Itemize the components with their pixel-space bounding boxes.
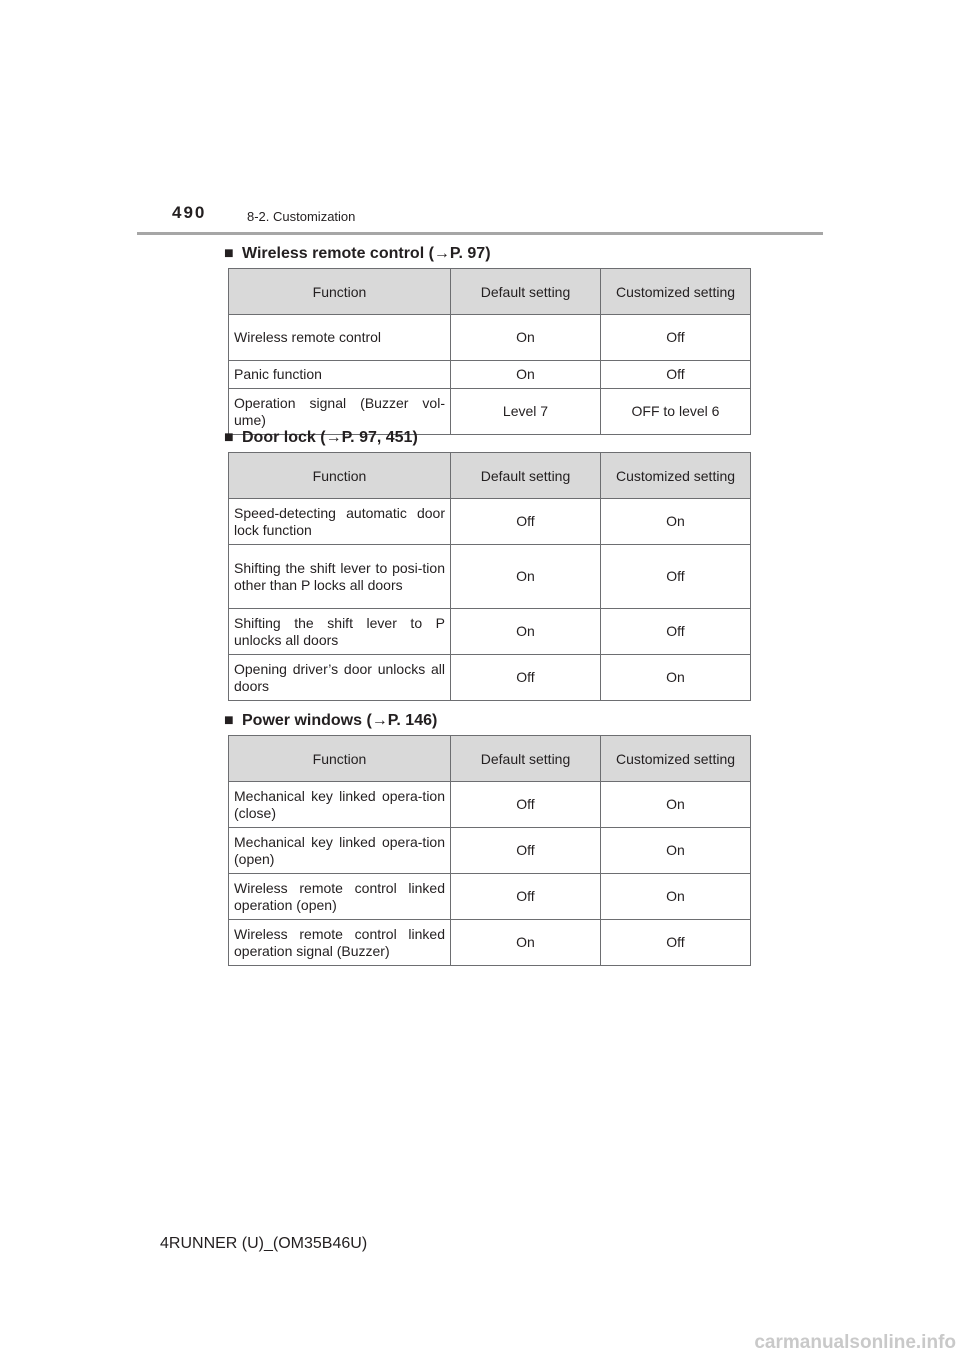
customized-cell: Off (601, 609, 751, 655)
customized-cell: On (601, 782, 751, 828)
default-cell: Level 7 (451, 389, 601, 435)
column-header-default: Default setting (451, 736, 601, 782)
page-number: 490 (172, 203, 207, 222)
table-row (229, 361, 751, 389)
function-cell: Wireless remote control linked operation (open) (229, 874, 451, 920)
customized-cell: Off (601, 545, 751, 609)
table-row (229, 920, 751, 966)
table-header-row (229, 453, 751, 499)
square-bullet-icon: ■ (224, 429, 234, 446)
table-row (229, 655, 751, 701)
customized-cell: Off (601, 361, 751, 389)
default-cell: On (451, 609, 601, 655)
function-cell: Panic function (229, 361, 451, 389)
section-heading-wireless-remote (224, 245, 491, 263)
function-cell: Wireless remote control (229, 315, 451, 361)
customized-cell: On (601, 655, 751, 701)
table-row (229, 609, 751, 655)
customized-cell: On (601, 499, 751, 545)
default-cell: Off (451, 499, 601, 545)
default-cell: Off (451, 655, 601, 701)
function-cell: Wireless remote control linked operation signal (Buzzer) (229, 920, 451, 966)
column-header-customized: Customized setting (601, 269, 751, 315)
section-title: Door lock (→P. 97, 451) (242, 429, 418, 446)
table-header-row (229, 736, 751, 782)
section-heading-door-lock (224, 429, 418, 447)
wireless-remote-table (228, 268, 751, 435)
function-cell: Shifting the shift lever to P unlocks all doors (229, 609, 451, 655)
customized-cell: OFF to level 6 (601, 389, 751, 435)
section-title: Wireless remote control (→P. 97) (242, 245, 491, 262)
table-row (229, 782, 751, 828)
column-header-function: Function (229, 453, 451, 499)
function-cell: Operation signal (Buzzer vol-ume) (229, 389, 451, 435)
customized-cell: On (601, 828, 751, 874)
default-cell: On (451, 920, 601, 966)
square-bullet-icon: ■ (224, 245, 234, 262)
header-divider (137, 232, 823, 235)
column-header-customized: Customized setting (601, 453, 751, 499)
column-header-function: Function (229, 736, 451, 782)
default-cell: Off (451, 828, 601, 874)
column-header-default: Default setting (451, 269, 601, 315)
table-row (229, 874, 751, 920)
function-cell: Speed-detecting automatic door lock function (229, 499, 451, 545)
function-cell: Opening driver’s door unlocks all doors (229, 655, 451, 701)
square-bullet-icon: ■ (224, 712, 234, 729)
site-watermark: carmanualsonline.info (754, 1332, 956, 1353)
power-windows-table (228, 735, 751, 966)
table-row (229, 315, 751, 361)
table-row (229, 389, 751, 435)
column-header-customized: Customized setting (601, 736, 751, 782)
column-header-default: Default setting (451, 453, 601, 499)
table-row (229, 545, 751, 609)
function-cell: Mechanical key linked opera-tion (open) (229, 828, 451, 874)
default-cell: Off (451, 874, 601, 920)
customized-cell: Off (601, 315, 751, 361)
section-label: 8-2. Customization (247, 209, 356, 224)
section-title: Power windows (→P. 146) (242, 712, 438, 729)
table-row (229, 828, 751, 874)
function-cell: Mechanical key linked opera-tion (close) (229, 782, 451, 828)
function-cell: Shifting the shift lever to posi-tion other than P locks all doors (229, 545, 451, 609)
default-cell: On (451, 545, 601, 609)
model-footer: 4RUNNER (U)_(OM35B46U) (160, 1235, 368, 1252)
table-row (229, 499, 751, 545)
customized-cell: Off (601, 920, 751, 966)
door-lock-table (228, 452, 751, 701)
default-cell: Off (451, 782, 601, 828)
section-heading-power-windows (224, 712, 437, 730)
customized-cell: On (601, 874, 751, 920)
column-header-function: Function (229, 269, 451, 315)
default-cell: On (451, 361, 601, 389)
default-cell: On (451, 315, 601, 361)
table-header-row (229, 269, 751, 315)
